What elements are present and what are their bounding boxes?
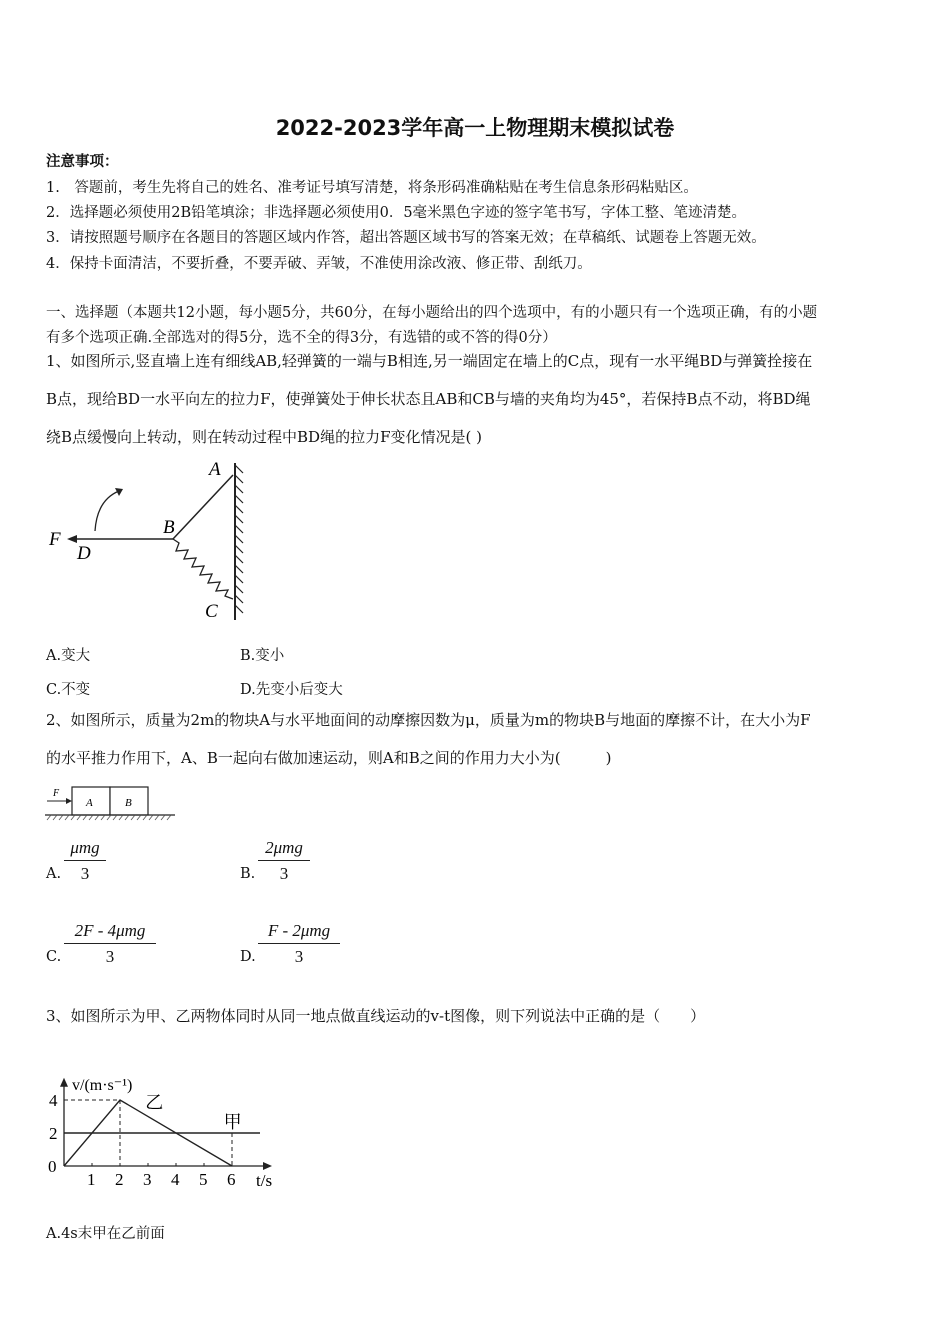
q1-option-d[interactable]: D.先变小后变大: [240, 682, 343, 698]
q2-option-a-label[interactable]: A.: [46, 866, 62, 882]
x-tick-label: 1: [87, 1170, 96, 1189]
label-b: B: [125, 797, 132, 809]
spring-bc: [173, 539, 233, 599]
x-tick-label: 5: [199, 1170, 208, 1189]
x-tick-labels: [87, 1163, 236, 1189]
q2-option-b-numerator: 2μmg: [265, 838, 303, 857]
q2-stem-line-2: 的水平推力作用下，A、B一起向右做加速运动，则A和B之间的作用力大小为( ): [46, 749, 612, 767]
x-axis-arrowhead: [263, 1162, 272, 1170]
y-tick-labels: [49, 1091, 58, 1143]
ground-hatching: [47, 815, 171, 820]
q2-option-b-denominator: 3: [279, 864, 289, 883]
q2-option-d-denominator: 3: [294, 947, 304, 966]
q3-vt-chart: [40, 1035, 300, 1195]
q1-stem-line-1: 1、如图所示,竖直墙上连有细线AB,轻弹簧的一端与B相连,另一端固定在墙上的C点，现有一水平绳BD与弹簧拴接在: [46, 352, 813, 370]
label-f: F: [49, 529, 61, 550]
q2-option-c-label[interactable]: C.: [46, 949, 62, 965]
q2-option-c-numerator: 2F - 4μmg: [74, 921, 146, 940]
q1-option-b[interactable]: B.变小: [240, 648, 285, 664]
label-d: D: [77, 543, 91, 564]
force-arrowhead: [67, 535, 77, 543]
q3-option-a[interactable]: A.4s末甲在乙前面: [46, 1226, 165, 1242]
notice-item-2: 2．选择题必须使用2B铅笔填涂；非选择题必须使用0．5毫米黑色字迹的签字笔书写，字体工整、笔迹清楚。: [46, 205, 747, 221]
q2-stem-line-1: 2、如图所示，质量为2m的物块A与水平地面间的动摩擦因数为μ，质量为m的物块B与地面的摩擦不计，在大小为F: [46, 711, 811, 729]
notice-item-1: 1. 答题前，考生先将自己的姓名、准考证号填写清楚，将条形码准确粘贴在考生信息条形码粘贴区。: [46, 180, 698, 196]
y-axis-arrowhead: [60, 1078, 68, 1087]
y-axis-label: v/(m·s⁻¹): [72, 1076, 133, 1094]
label-b: B: [163, 517, 175, 538]
y-tick-label: 2: [49, 1124, 58, 1143]
series-yi-label: 乙: [145, 1092, 164, 1113]
origin-label: 0: [48, 1157, 57, 1176]
label-f: F: [53, 788, 60, 799]
page-title: 2022-2023学年高一上物理期末模拟试卷: [275, 116, 675, 140]
q2-option-b-fraction[interactable]: [258, 838, 310, 884]
wall-hatching: [235, 465, 243, 613]
q1-option-a[interactable]: A.变大: [46, 648, 91, 664]
x-tick-label: 6: [227, 1170, 236, 1189]
notice-heading: 注意事项：: [46, 153, 119, 170]
label-a: A: [86, 797, 93, 809]
q2-option-a-fraction[interactable]: [64, 838, 106, 884]
x-tick-label: 4: [171, 1170, 180, 1189]
x-tick-label: 2: [115, 1170, 124, 1189]
series-jia-label: 甲: [223, 1112, 242, 1133]
q2-option-a-numerator: μmg: [70, 838, 100, 857]
q1-stem-line-3: 绕B点缓慢向上转动，则在转动过程中BD绳的拉力F变化情况是( ): [46, 428, 482, 446]
section-instructions-line-2: 有多个选项正确.全部选对的得5分，选不全的得3分，有选错的或不答的得0分）: [46, 330, 557, 346]
q2-option-a-denominator: 3: [80, 864, 90, 883]
label-a: A: [209, 459, 221, 480]
label-c: C: [205, 601, 218, 622]
q2-option-c-denominator: 3: [105, 947, 115, 966]
string-ab: [173, 475, 233, 539]
notice-item-4: 4．保持卡面清洁，不要折叠，不要弄破、弄皱，不准使用涂改液、修正带、刮纸刀。: [46, 256, 592, 272]
fraction-bar: [258, 943, 340, 944]
q2-option-d-label[interactable]: D.: [240, 949, 256, 965]
rotation-arc: [95, 491, 119, 531]
fraction-bar: [64, 860, 106, 861]
q1-stem-line-2: B点，现给BD一水平向左的拉力F，使弹簧处于伸长状态且AB和CB与墙的夹角均为45°，若保持B点不动，将BD绳: [46, 390, 811, 408]
fraction-bar: [64, 943, 156, 944]
y-tick-label: 4: [49, 1091, 58, 1110]
notice-item-3: 3．请按照题号顺序在各题目的答题区域内作答，超出答题区域书写的答案无效；在草稿纸、试题卷上答题无效。: [46, 230, 766, 246]
fraction-bar: [258, 860, 310, 861]
q2-option-d-numerator: F - 2μmg: [267, 921, 331, 940]
q2-option-b-label[interactable]: B.: [240, 866, 256, 882]
x-axis-label: t/s: [256, 1171, 273, 1190]
q2-option-d-fraction[interactable]: [258, 921, 340, 967]
q2-figure: [45, 782, 180, 824]
q1-option-c[interactable]: C.不变: [46, 682, 91, 698]
q2-option-c-fraction[interactable]: [64, 921, 156, 967]
q1-figure: [45, 455, 265, 625]
section-instructions-line-1: 一、选择题（本题共12小题，每小题5分，共60分，在每小题给出的四个选项中，有的小题只有一个选项正确，有的小题: [46, 305, 818, 321]
q3-stem-line-1: 3、如图所示为甲、乙两物体同时从同一地点做直线运动的v-t图像，则下列说法中正确的是（ ）: [46, 1007, 706, 1025]
push-force-arrowhead: [66, 798, 72, 804]
x-tick-label: 3: [143, 1170, 152, 1189]
